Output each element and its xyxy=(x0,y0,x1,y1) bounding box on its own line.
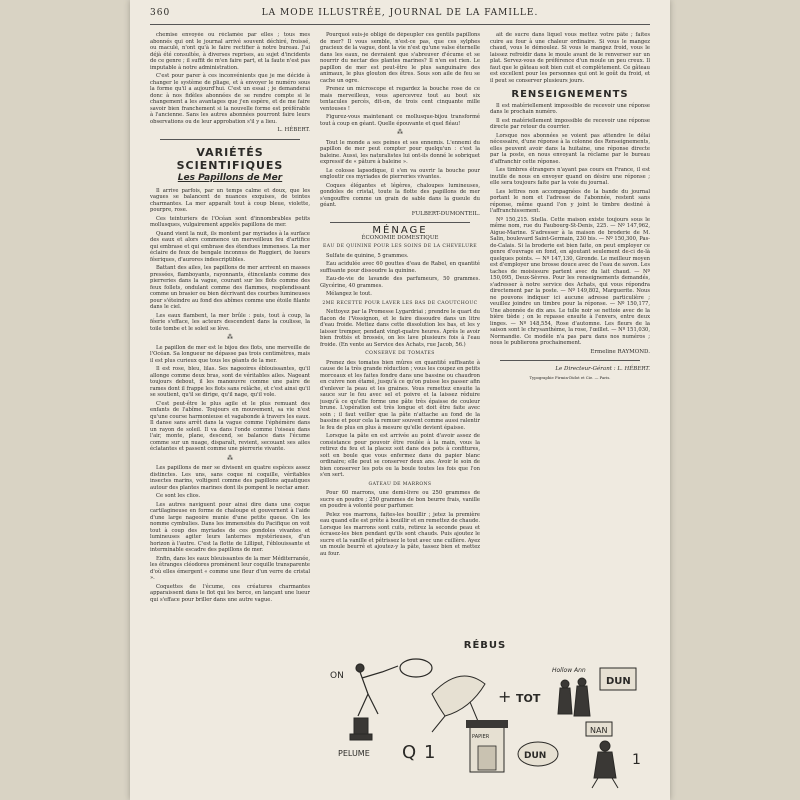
answers-paragraph: Nº 150,215. Stella. Cette maison existe toujours sous le même nom, rue du Faubourg-St-Denis, 225. — Nº 147,962, Aigue-Marine. S'adresser à la maison de broderie de M. Salin, boulevard Saint-Germain, 230 bis. — Nº 150,300, Pas-de-Calais. Si la broderie est bien faite, on peut employer ce genre d'ouvrage en fond, en ajoutant seulement de-ci de-là quelques points. — Nº 147,130, Gironde. Le meilleur moyen est d'employer une brosse douce avec de l'eau de savon. Les taches de moisissure partent avec du lait chaud. — Nº 150,095, Deux-Sèvres. Pour les renseignements demandés, s'adresser à notre service des Achats, qui vous répondra directement par la poste. — Nº 149,802, Marguerite. Nous ne pouvons indiquer ici aucune adresse particulière ; veuillez joindre un timbre pour la réponse. — Nº 150,177, Une abonnée de dix ans. Le tulle noir se nettoie avec de la bière tiède ; on le repasse ensuite à l'envers, entre deux linges. — Nº 148,554, Rose d'automne. Les fleurs de la saison sont le chrysanthème, la rose, l'œillet. — Nº 151,030, Normandie. Ce modèle n'a pas paru dans nos numéros ; nous le publierons prochainement. xyxy=(490,216,650,346)
recipe-line: Pour 60 marrons, une demi-livre ou 250 grammes de sucre en poudre ; 250 grammes de bon beurre frais, vanille en poudre à volonté pour parfumer. xyxy=(320,490,480,509)
article-signature: FULBERT-DUMONTEIL. xyxy=(411,210,480,217)
asterism: ⁂ xyxy=(227,454,233,462)
recipe-title: CONSERVE DE TOMATES xyxy=(365,351,435,356)
recipe-title: EAU DE QUININE POUR LES SOINS DE LA CHEVELURE xyxy=(323,244,477,249)
divider xyxy=(160,139,300,140)
article-paragraph: Figurez-vous maintenant ce mollusque-bijou transformé tout à coup en géant. Quelle épouvante et quel fléau! xyxy=(320,114,480,127)
menage-title: MÉNAGE xyxy=(372,225,428,236)
divider xyxy=(500,360,640,361)
recipe-line: Pelez vos marrons, faites-les bouillir ; jetez la première eau quand elle est prête à bouillir et en remettez de chaude. Lorsque les marrons sont cuits, retirez la seconde peau et écrasez-les bien pendant qu'ils sont chauds. Puis ajoutez le sucre et la vanille et pétrissez le tout avec une cuillère. Ayez un moule beurré et ajoutez-y la pâte, tassez bien et mettez au four. xyxy=(320,511,480,557)
article-paragraph: Il est rose, bleu, lilas. Ses nageoires éblouissantes, qu'il allonge comme deux bras, sont de véritables ailes. Nageant toujours debout, il les manœuvre comme une paire de rames dont il frappe les flots sans relâche, et c'est ainsi qu'il se soutient, qu'il se dirige, qu'il nage, qu'il vole. xyxy=(150,366,310,398)
rebus-label-dun-right: DUN xyxy=(606,676,631,687)
notice-paragraph: Les timbres étrangers n'ayant pas cours en France, il est inutile de nous en envoyer quand on désire une réponse ; elle sera toujours faite par la voie du journal. xyxy=(490,167,650,186)
newspaper-page xyxy=(130,0,670,800)
walking-man-figure xyxy=(592,741,618,788)
article-paragraph: Ce sont les clios. xyxy=(156,493,201,499)
intro-paragraph: C'est pour parer à ces inconvénients que je me décide à changer le système de pliage, et à envoyer le numéro sous la forme qu'il a aujourd'hui. C'est un essai ; je demanderai donc à nos fidèles abonnées de se rendre compte si le changement a les avantages que j'en espère, et de me faire savoir bien franchement si la nouvelle forme est préférable à l'ancienne. Sans les autres abonnées pourront faire leurs observations ou de leur approbation s'il y a lieu. xyxy=(150,73,310,125)
asterism: ⁂ xyxy=(397,129,403,136)
rebus-label-one: 1 xyxy=(424,742,436,763)
article-paragraph: Il arrive parfois, par un temps calme et doux, que les vagues se balancent de nuances exquises, de teintes charmantes. La mer apparaît tout à coup bleue, violette, pourpre, rose. xyxy=(150,187,310,213)
recipe-line: Prenez des tomates bien mûres en quantité suffisante à cause de la très grande réduction ; vous les coupez en petits morceaux et les faites fondre dans une bassine ou chaudron en cuivre non étamé, jusqu'à ce qu'on puisse les passer afin d'enlever la peau et les graines. Vous remettez ensuite la sauce sur le feu avec sel et poivre et la laissez réduire jusqu'à ce qu'elle forme une pâte très épaisse de couleur brune. L'opération est très longue et doit être faite avec soin ; il faut veiller que la pâte n'attache au fond de la bassine et pour cela la remuer souvent comme aussi ralentir le feu de plus en plus à mesure qu'elle devient épaisse. xyxy=(320,359,480,431)
article-paragraph: Coquettes de l'écume, ces créatures charmantes apparaissent dans le flot qui les berce, en lançant une lueur qui s'efface pour briller dans une autre vague. xyxy=(150,583,310,603)
intro-signature: L. HÉBERT. xyxy=(277,127,310,133)
recipe-line: Lorsque la pâte en est arrivée au point d'avoir assez de consistance pour pouvoir être roulée à la main, vous la retirez du feu et la placez soit dans des pots à confitures, soit en boule que vous enfermez dans du papier blanc ordinaire; elle peut se conserver deux ans. Avoir le soin de bien conserver les pots ou la boule toutes les fois que l'on s'en sert. xyxy=(320,433,480,478)
rebus-label-papier: PAPIER xyxy=(472,734,490,740)
notice-paragraph: Il est matériellement impossible de recevoir une réponse dans le prochain numéro. xyxy=(490,102,650,115)
divider xyxy=(330,222,470,223)
rebus-plus-sign: + xyxy=(498,687,512,706)
two-figures xyxy=(558,678,590,716)
article-paragraph: Le colosse lapsodique, il s'en va ouvrir la bouche pour engloutir ces myriades de pierreries vivantes. xyxy=(320,167,480,180)
article-paragraph: Pourquoi suis-je obligé de dépeupler ces gentils papillons de mer? Il vous semble, n'est-ce pas, que ces sylphes gracieux de la vague, dont la vie n'est qu'une valse éternelle dans les eaux, ne devraient que s'abreuver d'écume et se nourrir du nectar des plantes marines? Il n'en est rien. Le papillon de mer est peut-être le plus sanguinaire des animaux, le plus glouton des êtres. Sous son aile de feu se cache un ogre. xyxy=(320,32,480,84)
top-hat-figure xyxy=(350,718,372,740)
renseignements-title: RENSEIGNEMENTS xyxy=(511,89,629,100)
rebus-label-q: Q xyxy=(402,742,417,763)
asterism: ⁂ xyxy=(227,334,233,341)
column-3 xyxy=(490,32,650,632)
recipe-line: Sulfate de quinine, 5 grammes. xyxy=(326,252,409,259)
recipe-line: Nettoyez par la Promesse Lygardriai ; prendre le quart du flacon de l'Vossignon, et le faire dissoudre dans un litre d'eau froide. Mettez dans cette dissolution les bas, et les y laisser tremper, pendant vingt-quatre heures. Après le avoir bien frottés et brossés, on les lave plusieurs fois à l'eau froide. (En vente au Service des Achats, rue Jacob, 56.) xyxy=(320,309,480,348)
notice-paragraph: Il est matériellement impossible de recevoir une réponse directe par retour du courrier. xyxy=(490,117,650,130)
recipe-line: Eau acidulée avec 60 gouttes d'eau de Rabel, en quantité suffisante pour dissoudre la quinine. xyxy=(320,261,480,274)
dun-round-sign xyxy=(518,742,558,766)
intro-paragraph: chemise envoyée ou réclamée par elles ; tous mes abonnés qui ont le journal arrivé souvent déchiré, froissé, ou maculé, n'ont qu'à le faire rectifier à notre bureau. J'ai déjà été consultée, à diverses reprises, au sujet d'incidents de ce genre ; il suffit de m'en faire part, et la faute n'est pas imputable à notre administration. xyxy=(150,32,310,71)
article-paragraph: Les eaux flambent, la mer brûle : puis, tout à coup, la féerie s'efface, les acteurs descendent dans la coulisse, la toile tombe et le soleil se lève. xyxy=(150,312,310,332)
recipe-line: Eau-de-vie de lavande des parfumeurs, 50 grammes. Glycérine, 40 grammes. xyxy=(320,276,480,289)
recipe-continuation: ait de sucre dans liquel vous mettez votre pâte ; faites cuire au four à une chaleur ordinaire. Si vous le mangez chaud, vous le démoulez. Si vous le mangez froid, vous le laissez refroidir dans le moule avant de le renverser sur un plat. Servez-vous de préférence d'un moule un peu creux. Il faut que le gâteau soit bien cuit et complètement. Ce gâteau est excellent pour les personnes qui ont le goût du froid, et il peut se conserver plusieurs jours. xyxy=(490,32,650,84)
rebus-panel xyxy=(320,640,650,790)
article-paragraph: Tout le monde a ses peines et ses ennemis. L'ennemi du papillon de mer peut compter pour quelqu'un : c'est la baleine. Aussi, les naturalistes lui ont-ils donné le sobriquet expressif de « pâture à baleine ». xyxy=(320,139,480,165)
notice-signature: Ermeline RAYMOND. xyxy=(590,348,650,355)
rebus-label-pelume: PELUME xyxy=(338,749,370,758)
recipe-title: GATEAU DE MARRONS xyxy=(368,481,432,487)
rebus-label-tot: TOT xyxy=(516,692,541,705)
rebus-label-hollow: Hollow Ann xyxy=(552,667,586,674)
article-paragraph: Le papillon de mer est le bijou des flots, une merveille de l'Océan. Sa longueur ne dépasse pas trois centimètres, mais il est plus curieux que tous les géants de la mer. xyxy=(150,344,310,364)
article-paragraph: Ces teinturiers de l'Océan sont d'innombrables petits mollusques, vulgairement appelés papillons de mer. xyxy=(150,215,310,228)
rebus-label-on: ON xyxy=(330,671,344,681)
rebus-label-one-right: 1 xyxy=(632,752,641,768)
article-paragraph: Les autres naviguent pour ainsi dire dans une coque cartilagineuse en forme de chaloupe et gouvernent à l'aide d'une large nageoire munie d'une petite queue. On les nomme cymbulies. Dans les immensités du Pacifique on voit tout à coup des myriades de ces gondoles vivantes et lumineuses agiter leurs lanternes mystérieuses, d'un horizon à l'autre. C'est la flotte de Lilliput, l'éblouissante et interminable escadre des papillons de mer. xyxy=(150,501,310,553)
article-paragraph: Quand vient la nuit, ils montent par myriades à la surface des eaux et alors commence un merveilleux feu d'artifice qui embrase et qui embrase des étendues immenses. La mer éclaire de feux de bengale inconnus de Ruggieri, de lueurs féeriques, d'aurores indescriptibles. xyxy=(150,230,310,263)
page-number: 360 xyxy=(150,8,171,18)
printer-line: Typographie Firmin-Didot et Cie. — Paris. xyxy=(529,374,611,380)
article-paragraph: C'est peut-être le plus agile et le plus remuant des enfants de l'abîme. Toujours en mouvement, sa vie n'est qu'une course harmonieuse et vagabonde à travers les eaux. Il danse sans arrêt dans la vague comme l'éphémère dans un rayon de soleil. Il va dans l'onde comme l'oiseau dans l'air, monte, plane, descend, se balance dans l'écume comme sur un nuage, disparaît, revient, secouant ses ailes éclatantes et passent comme une pierrerie vivante. xyxy=(150,400,310,452)
article-paragraph: Les papillons de mer se divisent en quatre espèces assez distinctes. Les uns, sans coque ni coquille, véritables insectes marins, voltigent comme des papillons aquatiques autour des plantes marines dont ils pompent le nectar amer. xyxy=(150,465,310,491)
recipe-line: Mélangez le tout. xyxy=(326,291,372,297)
director-line: Le Directeur-Gérant : L. HÉBERT. xyxy=(555,366,650,372)
kiosk-figure xyxy=(466,720,508,772)
rebus-drawing xyxy=(320,654,650,790)
recipe-title: 2ME RECETTE POUR LAVER LES BAS DE CAOUTCHOUC xyxy=(322,300,478,306)
article-paragraph: Battant des ailes, les papillons de mer arrivent en masses pressées, flamboyants, rayonnants, étincelants comme des pierreries dans la vague, courant sur les flots comme des feux follets, ondulant comme des flammes, resplendissant comme un brasier ou bien décrivant des courbes lumineuses pour s'éteindre au fond des abîmes comme une étoile filante dans le ciel. xyxy=(150,265,310,310)
header-rule xyxy=(150,24,650,25)
notice-paragraph: Lorsque nos abonnées se voient pas attendre le délai nécessaire, d'une réponse à la colonne des Renseignements, elles peuvent avoir dans la huitaine, une réponse directe par la poste, en nous envoyant la réclame par le bureau d'affranchir cette réponse. xyxy=(490,132,650,165)
man-with-lasso-figure xyxy=(356,659,432,716)
section-subtitle: Les Papillons de Mer xyxy=(177,172,283,183)
nan-placard xyxy=(586,722,612,736)
rebus-label-nan: NAN xyxy=(590,726,608,735)
rebus-title: RÉBUS xyxy=(463,640,507,651)
running-head xyxy=(150,8,650,22)
column-1 xyxy=(150,32,310,792)
column-2 xyxy=(320,32,480,632)
article-paragraph: Prenez un microscope et regardez la bouche rose de ce mais merveilleux, vous apercevrez tout au bout six tentacules percés, dit-on, de trois cent cinquante mille ventouses ! xyxy=(320,86,480,112)
journal-title: LA MODE ILLUSTRÉE, JOURNAL DE LA FAMILLE. xyxy=(261,8,539,18)
article-paragraph: Coques élégantes et légères, chaloupes lumineuses, gondoles de cristal, toute la flotte des papillons de mer s'engouffre comme un grain de sable dans la gueule du géant. xyxy=(320,182,480,208)
article-paragraph: Enfin, dans les eaux bleuissantes de la mer Méditerranée, les étranges cléodores promènent leur coquille transparente d'où elles émergent « comme une fleur d'un verre de cristal ». xyxy=(150,555,310,581)
notice-paragraph: Les lettres non accompagnées de la bande du journal portant le nom et l'adresse de l'abonnée, restent sans réponse, même quand l'on y joint le timbre destiné à l'affranchissement. xyxy=(490,188,650,214)
menage-subtitle: ÉCONOMIE DOMESTIQUE xyxy=(361,234,439,241)
section-title: VARIÉTÉS SCIENTIFIQUES xyxy=(176,145,284,172)
rebus-label-dun-bottom: DUN xyxy=(524,751,547,761)
dun-sign xyxy=(600,668,636,690)
